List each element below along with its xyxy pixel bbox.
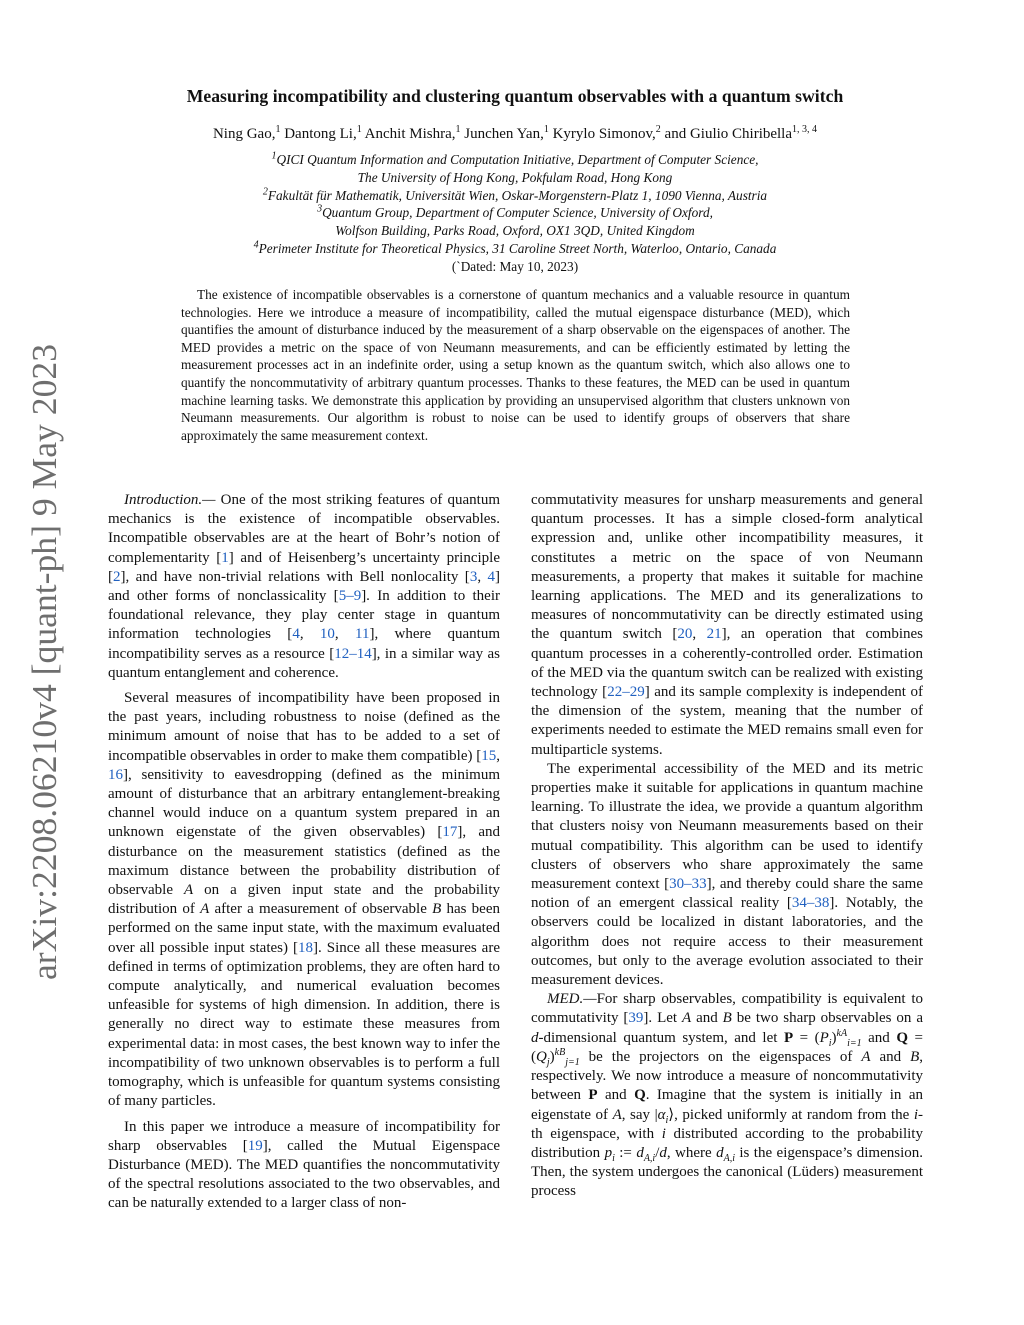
- citation-link[interactable]: 1: [221, 549, 229, 566]
- citation-link[interactable]: 16: [108, 766, 123, 783]
- affiliation-line: $^2$Fakultät für Mathematik, Universität Wien, Oskar-Morgenstern-Platz 1, 1090 Vienna, Austria: [262, 186, 768, 203]
- author: and Giulio Chiribella$^{1, 3, 4}$: [664, 124, 818, 142]
- citation-link[interactable]: 15: [481, 747, 497, 764]
- section-heading-introduction: Introduction.—: [124, 492, 216, 508]
- citation-link[interactable]: 20: [677, 626, 693, 643]
- citation-link[interactable]: 3: [469, 568, 478, 585]
- author: Junchen Yan,$^1$: [464, 124, 549, 142]
- author: Kyrylo Simonov,$^2$: [552, 124, 661, 142]
- affiliation-line: $^4$Perimeter Institute for Theoretical Physics, 31 Caroline Street North, Waterloo, Ontario, Canada: [253, 239, 777, 256]
- affiliation-line: The University of Hong Kong, Pokfulam Road, Hong Kong: [357, 169, 673, 185]
- citation-link[interactable]: 30–33: [669, 876, 707, 893]
- citation-link[interactable]: 5–9: [338, 588, 362, 605]
- citation-link[interactable]: 4: [487, 568, 495, 585]
- abstract-text: The existence of incompatible observables is a cornerstone of quantum mechanics and a valuable resource in quantum technologies. Here we introduce a measure of incompatibility, called the mutual eigenspace disturbance (MED), which quantifies the amount of disturbance induced by the measurement of a sharp observable on the eigenspaces of another. The MED provides a metric on the space of von Neumann measurements, and can be efficiently estimated by letting the measurement processes act in an indefinite order, using a setup known as the quantum switch, which also allows one to quantify the noncommutativity of arbitrary quantum processes. Thanks to these features, the MED can be used in quantum machine learning tasks. We demonstrate this application by providing an unsupervised algorithm that clusters unknown von Neumann measurements. Our algorithm is robust to noise can be used to identify groups of observers that share approximately the same measurement context.: [181, 287, 850, 443]
- citation-link[interactable]: 39: [628, 1010, 644, 1027]
- med-paragraph: MED.—For sharp observables, compatibility is equivalent to commutativity [39]. Let A and B be two sharp observables on a d-dimensional quantum system, and let $P = (P_i)^{kA}_{i=1}$ and $Q = (Q_j)^{kB}_{j=1}$ be the projectors on the eigenspaces of A and B, respectively. We now introduce a measure of noncommutativity between P and Q. Imagine that the system is initially in an eigenstate of A, say $|\alpha_i⟩$, picked uniformly at random from the i-th eigenspace, with i distributed according to the probability distribution $p_i$ := $d_{A,i}/d$, where $d_{A,i}$ is the eigenspace’s dimension. Then, the system undergoes the canonical (Lüders) measurement process: [531, 991, 924, 1200]
- author: Dantong Li,$^1$: [284, 124, 362, 142]
- affiliation-line: $^1$QICI Quantum Information and Computation Initiative, Department of Computer Science,: [271, 150, 759, 167]
- citation-link[interactable]: 4: [292, 626, 300, 643]
- affiliation-line: Wolfson Building, Parks Road, Oxford, OX1 3QD, United Kingdom: [335, 223, 695, 239]
- affiliations: [80, 151, 950, 276]
- paragraph: Several measures of incompatibility have been proposed in the past years, including robustness to noise (defined as the minimum amount of noise that has to be added to a set of incompatible observables in order to make them compatible) [15, 16], sensitivity to eavesdropping (defined as the minimum amount of disturbance that an arbitrary entanglement-breaking channel would induce on a quantum system prepared in an unknown eigenstate of the given observables) [17], and disturbance on the measurement statistics (defined as the maximum distance between the probability distribution of observable A on a given input state and the probability distribution of A after a measurement of observable B has been performed on the same input state, with the maximum evaluated over all possible input states) [18]. Since all these measures are defined in terms of optimization problems, they are often hard to compute analytically, and numerical evaluation becomes unfeasible for systems of high dimension. In addition, there is generally no direct way to estimate these measures from experimental data: in most cases, the best known way to infer the incompatibility of two unknown observables is to perform a full tomography, which is unfeasible for quantum systems consisting of many particles.: [108, 690, 501, 1110]
- arxiv-identifier-text: arXiv:2208.06210v4 [quant-ph] 9 May 2023: [25, 354, 64, 980]
- dated-line: (`Dated: May 10, 2023): [451, 258, 579, 274]
- paragraph: The experimental accessibility of the MED and its metric properties make it suitable for applications in quantum machine learning. To illustrate the idea, we provide a quantum algorithm that clusters noisy von Neumann measurements based on their mutual compatibility. This algorithm can be used to identify clusters of observers who share approximately the same measurement context [30–33], and thereby could share the same notion of an emergent classical reality [34–38]. Notably, the observers could be localized in distant laboratories, and the algorithm does not require access to their measurement outcomes, but only to the average evolution associated to their measurement devices.: [531, 760, 923, 989]
- paragraph: In this paper we introduce a measure of incompatibility for sharp observables [19], called the Mutual Eigenspace Disturbance (MED). The MED quantifies the noncommutativity of the spectral resolutions associated to the two observables, and can be naturally extended to a larger class of non-: [108, 1118, 501, 1212]
- left-column: [108, 491, 500, 1214]
- citation-link[interactable]: 22–29: [607, 684, 645, 701]
- citation-link[interactable]: 12–14: [334, 645, 372, 662]
- citation-link[interactable]: 18: [297, 939, 313, 956]
- author-list: [80, 126, 950, 143]
- intro-paragraph: Introduction.— One of the most striking features of quantum mechanics is the existence of incompatible observables. Incompatible observables are at the heart of Bohr’s notion of complementarity [1] and of Heisenberg’s uncertainty principle [2], and have non-trivial relations with Bell nonlocality [3, 4] and other forms of nonclassicality [5–9]. In addition to their foundational relevance, they play center stage in quantum information technologies [4, 10, 11], where quantum incompatibility serves as a resource [12–14], in a similar way as quantum entanglement and coherence.: [108, 492, 501, 681]
- citation-link[interactable]: 19: [247, 1137, 263, 1154]
- right-column: [531, 491, 923, 1202]
- section-heading-med: MED.—: [547, 991, 597, 1008]
- citation-link[interactable]: 10: [319, 626, 335, 643]
- citation-link[interactable]: 17: [442, 824, 458, 841]
- paragraph: commutativity measures for unsharp measurements and general quantum processes. It has a simple closed-form analytical expression and, unlike other incompatibility measures, it constitutes a metric on the space of von Neumann measurements, a property that makes it suitable for machine learning applications. The MED and its generalizations to measures of noncommutativity can be directly estimated using the quantum switch [20, 21], an operation that combines quantum processes in a coherently-controlled order. Estimation of the MED via the quantum switch can be realized with existing technology [22–29] and its sample complexity is independent of the dimension of the system, meaning that the number of experiments needed to estimate the MED remains small even for multiparticle systems.: [531, 492, 924, 758]
- citation-link[interactable]: 11: [355, 626, 370, 643]
- citation-link[interactable]: 21: [706, 626, 722, 643]
- paper-title: Measuring incompatibility and clustering quantum observables with a quantum switch: [186, 86, 844, 106]
- author: Ning Gao,$^1$: [212, 124, 281, 142]
- citation-link[interactable]: 2: [113, 568, 121, 585]
- author: Anchit Mishra,$^1$: [364, 124, 461, 142]
- affiliation-line: $^3$Quantum Group, Department of Computer Science, University of Oxford,: [317, 203, 713, 221]
- citation-link[interactable]: 34–38: [791, 895, 830, 912]
- abstract: [181, 286, 850, 444]
- arxiv-identifier: [12, 340, 72, 980]
